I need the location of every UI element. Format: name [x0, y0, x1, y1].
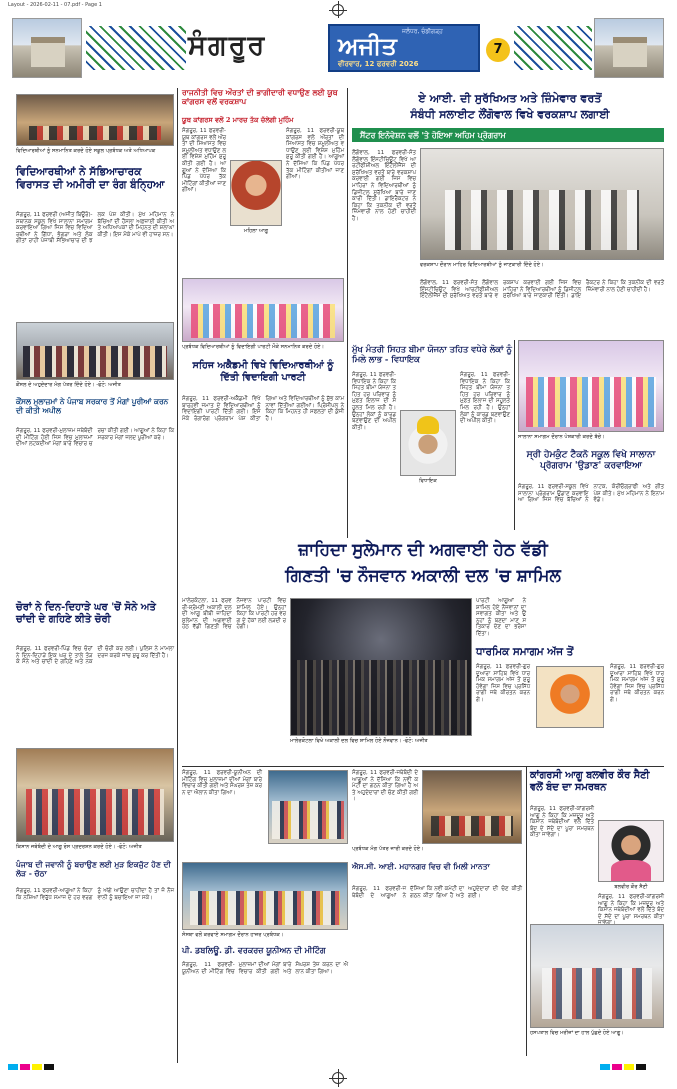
- footer-color-swatches: [8, 1064, 54, 1070]
- photo-ai-workshop: [420, 148, 664, 260]
- caption-workers-union: ਸੰਸਥਾ ਵਲੋਂ ਕਰਵਾਏ ਸਮਾਗਮ ਦੌਰਾਨ ਹਾਜ਼ਰ ਪ੍ਰਬੰਧਕ।: [182, 932, 284, 938]
- body-akali-joining-left: ਮਾਲੇਰਕੋਟਲਾ, 11 ਫਰਵਰੀ-ਸ਼੍ਰੋਮਣੀ ਅਕਾਲੀ ਦਲ ਦੀ ਆਗੂ ਬੀਬੀ ਜ਼ਾਹਿਦਾ ਸੁਲੇਮਾਨ ਦੀ ਅਗਵਾਈ ਹੇਠ ਵੱਡੀ ਗਿਣਤੀ ਵਿਚ ਨੌਜਵਾਨ ਪਾਰਟੀ ਵਿਚ ਸ਼ਾਮਿਲ ਹੋਏ। ਉਨ੍ਹਾਂ ਕਿਹਾ ਕਿ ਪਾਰਟੀ ਹਰ ਵਰਗ ਦੇ ਹੱਕਾਂ ਲਈ ਲੜਦੀ ਰਹੇਗੀ।: [182, 598, 286, 631]
- subhead-ai-workshop: ਸੈਂਟਰ ਇਨੋਵੇਸ਼ਨ ਵਲੋਂ 'ਤੇ ਹੋਇਆ ਅਹਿਮ ਪ੍ਰੋਗਰਾਮ: [352, 128, 664, 142]
- headline-akali-joining-line2: ਗਿਣਤੀ 'ਚ ਨੌਜਵਾਨ ਅਕਾਲੀ ਦਲ 'ਚ ਸ਼ਾਮਿਲ: [285, 566, 561, 586]
- caption-annual-function: ਸਾਲਾਨਾ ਸਮਾਗਮ ਦੌਰਾਨ ਪੇਸ਼ਕਾਰੀ ਕਰਦੇ ਬੱਚੇ।: [518, 434, 605, 440]
- body-ai-workshop: ਲੌਂਗੋਵਾਲ, 11 ਫਰਵਰੀ-ਸੰਤ ਲੌਂਗੋਵਾਲ ਇੰਸਟੀਚਿਊਟ ਵਿਖੇ ਆਰਟੀਫੀਸ਼ੀਅਲ ਇੰਟੈਲੀਜੈਂਸ ਦੀ ਸੁਰੱਖਿਅਤ ਵਰਤੋਂ ਬਾਰੇ ਵਰਕਸ਼ਾਪ ਕਰਵਾਈ ਗਈ ਜਿਸ ਵਿਚ ਮਾਹਿਰਾਂ ਨੇ ਵਿਦਿਆਰਥੀਆਂ ਨੂੰ ਡਿਜੀਟਲ ਸੁਰੱਖਿਆ ਬਾਰੇ ਜਾਣਕਾਰੀ ਦਿੱਤੀ। ਡਾਇਰੈਕਟਰ ਨੇ ਕਿਹਾ ਕਿ ਤਕਨੀਕ ਦੀ ਵਰਤੋਂ ਜ਼ਿੰਮੇਵਾਰੀ ਨਾਲ ਹੋਣੀ ਚਾਹੀਦੀ ਹੈ।: [420, 280, 664, 300]
- photo-hospital-visit: [530, 924, 664, 1028]
- footer-color-swatches-right: [600, 1064, 646, 1070]
- column-rule-2: [347, 88, 348, 538]
- headline-farewell-party: ਸਹਿਜ ਅਕੈਡਮੀ ਵਿਖੇ ਵਿਦਿਆਰਥੀਆਂ ਨੂੰ ਦਿੱਤੀ ਵਿਦਾਇਗੀ ਪਾਰਟੀ: [192, 360, 334, 383]
- body-health-insurance-right: ਸੰਗਰੂਰ, 11 ਫਰਵਰੀ-ਵਿਧਾਇਕ ਨੇ ਕਿਹਾ ਕਿ ਸਿਹਤ ਬੀਮਾ ਯੋਜਨਾ ਤਹਿਤ ਹਰ ਪਰਿਵਾਰ ਨੂੰ ਮੁਫ਼ਤ ਇਲਾਜ ਦੀ ਸਹੂਲਤ ਮਿਲ ਰਹੀ ਹੈ। ਉਨ੍ਹਾਂ ਲੋਕਾਂ ਨੂੰ ਕਾਰਡ ਬਣਵਾਉਣ ਦੀ ਅਪੀਲ ਕੀਤੀ।: [460, 372, 510, 425]
- body-akali-joining-right: ਪਾਰਟੀ ਆਗੂਆਂ ਨੇ ਸ਼ਾਮਿਲ ਹੋਏ ਨੌਜਵਾਨਾਂ ਦਾ ਸਵਾਗਤ ਕੀਤਾ ਅਤੇ ਉਨ੍ਹਾਂ ਨੂੰ ਬਣਦਾ ਮਾਣ ਸਤਿਕਾਰ ਦੇਣ ਦਾ ਭਰੋਸਾ ਦਿੱਤਾ।: [476, 598, 526, 637]
- body-sci-col: ਸੰਗਰੂਰ, 11 ਫਰਵਰੀ-ਜਥੇਬੰਦੀ ਦੇ ਆਗੂਆਂ ਨੇ ਦੱਸਿਆ ਕਿ ਨਵੀਂ ਕਮੇਟੀ ਦਾ ਗਠਨ ਕੀਤਾ ਗਿਆ ਹੈ ਅਤੇ ਅਹੁਦੇਦਾਰਾਂ ਦੀ ਚੋਣ ਕੀਤੀ ਗਈ।: [352, 770, 418, 803]
- swatch-cyan-right: [600, 1064, 610, 1070]
- photo-preacher-portrait: [536, 666, 604, 728]
- caption-farewell-party: ਪ੍ਰਬੰਧਕ ਵਿਦਿਆਰਥੀਆਂ ਨੂੰ ਵਿਦਾਇਗੀ ਪਾਰਟੀ ਮੌਕੇ ਸਨਮਾਨਿਤ ਕਰਦੇ ਹੋਏ।: [182, 344, 325, 350]
- photo-school-stage: [16, 94, 174, 146]
- print-slug: Layout - 2026-02-11 - 07.pdf - Page 1: [8, 2, 102, 8]
- body-cultural-heritage: ਸੰਗਰੂਰ, 11 ਫਰਵਰੀ (ਅਜੀਤ ਬਿਊਰੋ)-ਸਥਾਨਕ ਸਕੂਲ ਵਿਖੇ ਸਾਲਾਨਾ ਸਮਾਗਮ ਕਰਵਾਇਆ ਗਿਆ ਜਿਸ ਵਿਚ ਵਿਦਿਆਰਥੀਆਂ ਨੇ ਗਿੱਧਾ, ਭੰਗੜਾ ਅਤੇ ਲੋਕ ਗੀਤਾਂ ਰਾਹੀਂ ਪੰਜਾਬੀ ਸੱਭਿਆਚਾਰ ਦੀ ਝਲਕ ਪੇਸ਼ ਕੀਤੀ। ਮੁੱਖ ਮਹਿਮਾਨ ਨੇ ਬੱਚਿਆਂ ਦੀ ਹੌਸਲਾ ਅਫ਼ਜ਼ਾਈ ਕੀਤੀ ਅਤੇ ਅਧਿਆਪਕਾਂ ਦੀ ਮਿਹਨਤ ਦੀ ਸ਼ਲਾਘਾ ਕੀਤੀ। ਇਸ ਮੌਕੇ ਮਾਪੇ ਵੀ ਹਾਜ਼ਰ ਸਨ।: [16, 212, 174, 245]
- headline-ai-workshop-line2: ਸੰਬੰਧੀ ਸਲਾਈਟ ਲੌਂਗੋਵਾਲ ਵਿਖੇ ਵਰਕਸ਼ਾਪ ਲਗਾਈ: [410, 107, 610, 121]
- photo-farewell-party: [182, 278, 344, 342]
- body-top-right-col-a: ਲੌਂਗੋਵਾਲ, 11 ਫਰਵਰੀ-ਸੰਤ ਲੌਂਗੋਵਾਲ ਇੰਸਟੀਚਿਊਟ ਵਿਖੇ ਆਰਟੀਫੀਸ਼ੀਅਲ ਇੰਟੈਲੀਜੈਂਸ ਦੀ ਸੁਰੱਖਿਅਤ ਵਰਤੋਂ ਬਾਰੇ ਵਰਕਸ਼ਾਪ ਕਰਵਾਈ ਗਈ ਜਿਸ ਵਿਚ ਮਾਹਿਰਾਂ ਨੇ ਵਿਦਿਆਰਥੀਆਂ ਨੂੰ ਡਿਜੀਟਲ ਸੁਰੱਖਿਆ ਬਾਰੇ ਜਾਣਕਾਰੀ ਦਿੱਤੀ। ਡਾਇਰੈਕਟਰ ਨੇ ਕਿਹਾ ਕਿ ਤਕਨੀਕ ਦੀ ਵਰਤੋਂ ਜ਼ਿੰਮੇਵਾਰੀ ਨਾਲ ਹੋਣੀ ਚਾਹੀਦੀ ਹੈ।: [352, 150, 416, 222]
- caption-akali-joining: ਮਾਲੇਰਕੋਟਲਾ ਵਿਖੇ ਅਕਾਲੀ ਦਲ ਵਿਚ ਸ਼ਾਮਿਲ ਹੋਏ ਨੌਜਵਾਨ। -ਫੋਟੋ: ਅਜੀਤ: [290, 738, 428, 744]
- body-congress-bandh-left: ਸੰਗਰੂਰ, 11 ਫਰਵਰੀ-ਕਾਂਗਰਸੀ ਆਗੂ ਨੇ ਕਿਹਾ ਕਿ ਮਜ਼ਦੂਰ ਅਤੇ ਕਿਸਾਨ ਜਥੇਬੰਦੀਆਂ ਵਲੋਂ ਦਿੱਤੇ ਬੰਦ ਦੇ ਸੱਦੇ ਦਾ ਪੂਰਾ ਸਮਰਥਨ ਕੀਤਾ ਜਾਵੇਗਾ।: [530, 806, 594, 839]
- headline-sci-recognition: ਐਸ.ਸੀ. ਆਈ. ਮਹਾਨਗਰ ਵਿਚ ਵੀ ਮਿਲੀ ਮਾਨਤਾ: [352, 862, 490, 871]
- kicker-youth-congress: ਯੂਥ ਕਾਂਗਰਸ ਵਲੋਂ 2 ਮਾਰਚ ਤੱਕ ਚੱਲੇਗੀ ਮੁਹਿੰਮ: [182, 116, 294, 124]
- headline-council-demands: ਕੌਂਸਲ ਮੁਲਾਜ਼ਮਾਂ ਨੇ ਪੰਜਾਬ ਸਰਕਾਰ ਤੋਂ ਮੰਗਾਂ ਪੂਰੀਆਂ ਕਰਨ ਦੀ ਕੀਤੀ ਅਪੀਲ: [16, 397, 169, 415]
- page-number: 7: [486, 38, 510, 62]
- masthead-city: ਸੰਗਰੂਰ: [188, 30, 267, 61]
- registration-mark-top: [332, 4, 344, 16]
- masthead-pattern-right: [514, 26, 592, 70]
- masthead-photo-left: [12, 18, 82, 78]
- headline-congress-bandh: ਕਾਂਗਰਸੀ ਆਗੂ ਬਲਵੀਰ ਕੌਰ ਸੈਣੀ ਵਲੋਂ ਬੰਦ ਦਾ ਸਮਰਥਨ: [530, 770, 650, 793]
- masthead-paper-name: ਅਜੀਤ: [338, 31, 397, 60]
- swatch-magenta-right: [612, 1064, 622, 1070]
- column-rule-1: [177, 88, 178, 1063]
- registration-mark-bottom: [332, 1072, 344, 1084]
- photo-mla-portrait: [400, 410, 456, 476]
- headline-ai-workshop-line1: ਏ ਆਈ. ਦੀ ਸੁਰੱਖਿਅਤ ਅਤੇ ਜ਼ਿੰਮੇਵਾਰ ਵਰਤੋਂ: [418, 91, 602, 105]
- column-rule-3: [514, 340, 515, 530]
- body-congress-bandh-right: ਸੰਗਰੂਰ, 11 ਫਰਵਰੀ-ਕਾਂਗਰਸੀ ਆਗੂ ਨੇ ਕਿਹਾ ਕਿ ਮਜ਼ਦੂਰ ਅਤੇ ਕਿਸਾਨ ਜਥੇਬੰਦੀਆਂ ਵਲੋਂ ਦਿੱਤੇ ਬੰਦ ਦੇ ਸੱਦੇ ਦਾ ਪੂਰਾ ਸਮਰਥਨ ਕੀਤਾ: [598, 894, 664, 920]
- body-council-demands: ਸੰਗਰੂਰ, 11 ਫਰਵਰੀ-ਮੁਲਾਜ਼ਮ ਜਥੇਬੰਦੀ ਦੀ ਮੀਟਿੰਗ ਹੋਈ ਜਿਸ ਵਿਚ ਮੁਲਾਜ਼ਮਾਂ ਦੀਆਂ ਲਟਕਦੀਆਂ ਮੰਗਾਂ ਬਾਰੇ ਵਿਚਾਰ ਚਰਚਾ ਕੀਤੀ ਗਈ। ਆਗੂਆਂ ਨੇ ਕਿਹਾ ਕਿ ਸਰਕਾਰ ਮੰਗਾਂ ਜਲਦ ਪੂਰੀਆਂ ਕਰੇ।: [16, 428, 174, 448]
- headline-akali-joining-line1: ਜ਼ਾਹਿਦਾ ਸੁਲੇਮਾਨ ਦੀ ਅਗਵਾਈ ਹੇਠ ਵੱਡੀ: [298, 540, 548, 560]
- headline-pwd-workers: ਪੀ. ਡਬਲਿਊ. ਡੀ. ਵਰਕਰਜ਼ ਯੂਨੀਅਨ ਦੀ ਮੀਟਿੰਗ: [182, 945, 326, 955]
- swatch-yellow-right: [624, 1064, 634, 1070]
- headline-youth-congress-workshop: ਰਾਜਨੀਤੀ ਵਿਚ ਔਰਤਾਂ ਦੀ ਭਾਗੀਦਾਰੀ ਵਧਾਉਣ ਲਈ ਯੂਥ ਕਾਂਗਰਸ ਵਲੋਂ ਵਰਕਸ਼ਾਪ: [182, 88, 338, 107]
- headline-cultural-heritage: ਵਿਦਿਆਰਥੀਆਂ ਨੇ ਸੱਭਿਆਚਾਰਕ ਵਿਰਾਸਤ ਦੀ ਅਮੀਰੀ ਦਾ ਰੰਗ ਬੰਨ੍ਹਿਆ: [16, 166, 165, 191]
- caption-woman-leader: ਮਹਿਲਾ ਆਗੂ: [243, 228, 269, 234]
- photo-annual-function: [518, 340, 664, 432]
- body-religious-event-left: ਸੰਗਰੂਰ, 11 ਫਰਵਰੀ-ਗੁਰਦੁਆਰਾ ਸਾਹਿਬ ਵਿਖੇ ਧਾਰਮਿਕ ਸਮਾਗਮ ਅੱਜ ਤੋਂ ਸ਼ੁਰੂ ਹੋਵੇਗਾ ਜਿਸ ਵਿਚ ਪ੍ਰਸਿੱਧ ਰਾਗੀ ਜਥੇ ਕੀਰਤਨ ਕਰਨਗੇ।: [476, 664, 530, 703]
- photo-council-memorandum: [16, 322, 174, 380]
- body-farewell-party: ਸੰਗਰੂਰ, 11 ਫਰਵਰੀ-ਅਕੈਡਮੀ ਵਿਖੇ ਬਾਰ੍ਹਵੀਂ ਜਮਾਤ ਦੇ ਵਿਦਿਆਰਥੀਆਂ ਨੂੰ ਵਿਦਾਇਗੀ ਪਾਰਟੀ ਦਿੱਤੀ ਗਈ। ਇਸ ਮੌਕੇ ਰੰਗਾਰੰਗ ਪ੍ਰੋਗਰਾਮ ਪੇਸ਼ ਕੀਤਾ ਗਿਆ ਅਤੇ ਵਿਦਿਆਰਥੀਆਂ ਨੂੰ ਸ਼ੁੱਭ ਕਾਮਨਾਵਾਂ ਦਿੱਤੀਆਂ ਗਈਆਂ। ਪ੍ਰਿੰਸੀਪਲ ਨੇ ਕਿਹਾ ਕਿ ਮਿਹਨਤ ਹੀ ਸਫਲਤਾ ਦੀ ਕੁੰਜੀ ਹੈ।: [182, 396, 344, 422]
- body-workers-union-col: ਸੰਗਰੂਰ, 11 ਫਰਵਰੀ-ਯੂਨੀਅਨ ਦੀ ਮੀਟਿੰਗ ਵਿਚ ਮੁਲਾਜ਼ਮਾਂ ਦੀਆਂ ਮੰਗਾਂ ਬਾਰੇ ਵਿਚਾਰ ਕੀਤੀ ਗਈ ਅਤੇ ਸੰਘਰਸ਼ ਤੇਜ਼ ਕਰਨ ਦਾ ਐਲਾਨ ਕੀਤਾ ਗਿਆ।: [182, 770, 262, 796]
- caption-farmers-protest: ਕਿਸਾਨ ਜਥੇਬੰਦੀ ਦੇ ਆਗੂ ਰੋਸ ਪ੍ਰਦਰਸ਼ਨ ਕਰਦੇ ਹੋਏ। -ਫੋਟੋ: ਅਜੀਤ: [16, 844, 142, 850]
- caption-school-stage: ਵਿਦਿਆਰਥੀਆਂ ਨੂੰ ਸਨਮਾਨਿਤ ਕਰਦੇ ਹੋਏ ਸਕੂਲ ਪ੍ਰਬੰਧਕ ਅਤੇ ਅਧਿਆਪਕ: [16, 148, 156, 154]
- photo-balvir-kaur-portrait: [598, 820, 664, 882]
- photo-woman-leader-portrait: [230, 160, 282, 226]
- swatch-black: [44, 1064, 54, 1070]
- photo-akali-joining: [290, 598, 472, 736]
- swatch-cyan: [8, 1064, 18, 1070]
- swatch-yellow: [32, 1064, 42, 1070]
- headline-youth-unite: ਪੰਜਾਬ ਦੀ ਜਵਾਨੀ ਨੂੰ ਬਚਾਉਣ ਲਈ ਮੁੜ ਇਕਜੁੱਟ ਹੋਣ ਦੀ ਲੋੜ - ਚੱਠਾ: [16, 860, 171, 879]
- swatch-black-right: [636, 1064, 646, 1070]
- body-pwd-workers: ਸੰਗਰੂਰ, 11 ਫਰਵਰੀ-ਯੂਨੀਅਨ ਦੀ ਮੀਟਿੰਗ ਵਿਚ ਮੁਲਾਜ਼ਮਾਂ ਦੀਆਂ ਮੰਗਾਂ ਬਾਰੇ ਵਿਚਾਰ ਕੀਤੀ ਗਈ ਅਤੇ ਸੰਘਰਸ਼ ਤੇਜ਼ ਕਰਨ ਦਾ ਐਲਾਨ ਕੀਤਾ ਗਿਆ।: [182, 962, 348, 975]
- headline-theft: ਚੋਰਾਂ ਨੇ ਦਿਨ-ਦਿਹਾੜੇ ਘਰ 'ਚੋਂ ਸੋਨੇ ਅਤੇ ਚਾਂਦੀ ਦੇ ਗਹਿਣੇ ਕੀਤੇ ਚੋਰੀ: [16, 602, 156, 625]
- caption-release-event: ਪ੍ਰਬੰਧਕ ਮੰਗ ਪੱਤਰ ਜਾਰੀ ਕਰਦੇ ਹੋਏ।: [352, 846, 424, 852]
- body-sci-recognition: ਸੰਗਰੂਰ, 11 ਫਰਵਰੀ-ਜਥੇਬੰਦੀ ਦੇ ਆਗੂਆਂ ਨੇ ਦੱਸਿਆ ਕਿ ਨਵੀਂ ਕਮੇਟੀ ਦਾ ਗਠਨ ਕੀਤਾ ਗਿਆ ਹੈ ਅਤੇ ਅਹੁਦੇਦਾਰਾਂ ਦੀ ਚੋਣ ਕੀਤੀ ਗਈ।: [352, 886, 522, 899]
- body-youth-congress-left: ਸੰਗਰੂਰ, 11 ਫਰਵਰੀ-ਯੂਥ ਕਾਂਗਰਸ ਵਲੋਂ ਔਰਤਾਂ ਦੀ ਸਿਆਸਤ ਵਿਚ ਸ਼ਮੂਲੀਅਤ ਵਧਾਉਣ ਲਈ ਵਿਸ਼ੇਸ਼ ਮੁਹਿੰਮ ਸ਼ੁਰੂ ਕੀਤੀ ਗਈ ਹੈ। ਆਗੂਆਂ ਨੇ ਦੱਸਿਆ ਕਿ ਪਿੰਡ ਪੱਧਰ ਤੱਕ ਮੀਟਿੰਗਾਂ ਕੀਤੀਆਂ ਜਾਣਗੀਆਂ।: [182, 128, 226, 194]
- caption-council-memorandum: ਕੌਂਸਲ ਦੇ ਅਹੁਦੇਦਾਰ ਮੰਗ ਪੱਤਰ ਦਿੰਦੇ ਹੋਏ। -ਫੋਟੋ: ਅਜੀਤ: [16, 382, 121, 388]
- masthead-paper-box: [328, 24, 480, 72]
- body-health-insurance-left: ਸੰਗਰੂਰ, 11 ਫਰਵਰੀ-ਵਿਧਾਇਕ ਨੇ ਕਿਹਾ ਕਿ ਸਿਹਤ ਬੀਮਾ ਯੋਜਨਾ ਤਹਿਤ ਹਰ ਪਰਿਵਾਰ ਨੂੰ ਮੁਫ਼ਤ ਇਲਾਜ ਦੀ ਸਹੂਲਤ ਮਿਲ ਰਹੀ ਹੈ। ਉਨ੍ਹਾਂ ਲੋਕਾਂ ਨੂੰ ਕਾਰਡ ਬਣਵਾਉਣ ਦੀ ਅਪੀਲ ਕੀਤੀ।: [352, 372, 396, 431]
- caption-ai-workshop: ਵਰਕਸ਼ਾਪ ਦੌਰਾਨ ਮਾਹਿਰ ਵਿਦਿਆਰਥੀਆਂ ਨੂੰ ਜਾਣਕਾਰੀ ਦਿੰਦੇ ਹੋਏ।: [420, 262, 544, 268]
- body-youth-unite: ਸੰਗਰੂਰ, 11 ਫਰਵਰੀ-ਆਗੂਆਂ ਨੇ ਕਿਹਾ ਕਿ ਨਸ਼ਿਆਂ ਵਿਰੁੱਧ ਸਮਾਜ ਦੇ ਹਰ ਵਰਗ ਨੂੰ ਅੱਗੇ ਆਉਣਾ ਚਾਹੀਦਾ ਹੈ ਤਾਂ ਜੋ ਨੌਜਵਾਨੀ ਨੂੰ ਬਚਾਇਆ ਜਾ ਸਕੇ।: [16, 888, 174, 901]
- body-annual-function: ਸੰਗਰੂਰ, 11 ਫਰਵਰੀ-ਸਕੂਲ ਵਿਖੇ ਸਾਲਾਨਾ ਪ੍ਰੋਗਰਾਮ ਉਡਾਣ ਕਰਵਾਇਆ ਗਿਆ ਜਿਸ ਵਿਚ ਬੱਚਿਆਂ ਨੇ ਨਾਟਕ, ਕੋਰੀਓਗ੍ਰਾਫੀ ਅਤੇ ਗੀਤ ਪੇਸ਼ ਕੀਤੇ। ਮੁੱਖ ਮਹਿਮਾਨ ਨੇ ਇਨਾਮ ਵੰਡੇ।: [518, 484, 664, 504]
- masthead-pattern-left: [86, 26, 186, 70]
- photo-farmers-protest: [16, 748, 174, 842]
- body-religious-event-right: ਸੰਗਰੂਰ, 11 ਫਰਵਰੀ-ਗੁਰਦੁਆਰਾ ਸਾਹਿਬ ਵਿਖੇ ਧਾਰਮਿਕ ਸਮਾਗਮ ਅੱਜ ਤੋਂ ਸ਼ੁਰੂ ਹੋਵੇਗਾ ਜਿਸ ਵਿਚ ਪ੍ਰਸਿੱਧ ਰਾਗੀ ਜਥੇ ਕੀਰਤਨ ਕਰਨਗੇ।: [610, 664, 664, 703]
- photo-release-event: [422, 770, 522, 844]
- caption-balvir-kaur: ਬਲਵੀਰ ਕੌਰ ਸੈਣੀ: [614, 884, 648, 890]
- headline-annual-function: ਸ੍ਰੀ ਹੇਮਕੁੰਟ ਟੈਕਨੋ ਸਕੂਲ ਵਿਖੇ ਸਾਲਾਨਾ ਪ੍ਰੋਗਰਾਮ 'ਉਡਾਣ' ਕਰਵਾਇਆ: [526, 450, 656, 471]
- horizontal-rule-lower: [182, 766, 664, 767]
- headline-religious-event: ਧਾਰਮਿਕ ਸਮਾਗਮ ਅੱਜ ਤੋਂ: [476, 646, 574, 658]
- caption-mla: ਵਿਧਾਇਕ: [419, 478, 437, 484]
- masthead-date: ਵੀਰਵਾਰ, 12 ਫਰਵਰੀ 2026: [338, 60, 419, 68]
- caption-hospital-visit: ਹਸਪਤਾਲ ਵਿਚ ਮਰੀਜ਼ਾਂ ਦਾ ਹਾਲ ਪੁੱਛਦੇ ਹੋਏ ਆਗੂ।: [530, 1030, 624, 1036]
- body-theft: ਸੰਗਰੂਰ, 11 ਫਰਵਰੀ-ਪਿੰਡ ਵਿਚ ਚੋਰਾਂ ਨੇ ਦਿਨ-ਦਿਹਾੜੇ ਇਕ ਘਰ ਦੇ ਤਾਲੇ ਤੋੜ ਕੇ ਸੋਨੇ ਅਤੇ ਚਾਂਦੀ ਦੇ ਗਹਿਣੇ ਅਤੇ ਨਕਦੀ ਚੋਰੀ ਕਰ ਲਈ। ਪੁਲਿਸ ਨੇ ਮਾਮਲਾ ਦਰਜ ਕਰਕੇ ਜਾਂਚ ਸ਼ੁਰੂ ਕਰ ਦਿੱਤੀ ਹੈ।: [16, 646, 174, 666]
- masthead: [12, 18, 665, 80]
- photo-workers-union: [182, 862, 348, 930]
- photo-seated-group: [268, 770, 348, 844]
- headline-health-insurance: ਮੁੱਖ ਮੰਤਰੀ ਸਿਹਤ ਬੀਮਾ ਯੋਜਨਾ ਤਹਿਤ ਵਧੇਰੇ ਲੋਕਾਂ ਨੂੰ ਮਿਲੇ ਲਾਭ - ਵਿਧਾਇਕ: [352, 344, 512, 365]
- column-rule-4: [526, 766, 527, 1056]
- body-youth-congress-right: ਸੰਗਰੂਰ, 11 ਫਰਵਰੀ-ਯੂਥ ਕਾਂਗਰਸ ਵਲੋਂ ਔਰਤਾਂ ਦੀ ਸਿਆਸਤ ਵਿਚ ਸ਼ਮੂਲੀਅਤ ਵਧਾਉਣ ਲਈ ਵਿਸ਼ੇਸ਼ ਮੁਹਿੰਮ ਸ਼ੁਰੂ ਕੀਤੀ ਗਈ ਹੈ। ਆਗੂਆਂ ਨੇ ਦੱਸਿਆ ਕਿ ਪਿੰਡ ਪੱਧਰ ਤੱਕ ਮੀਟਿੰਗਾਂ ਕੀਤੀਆਂ ਜਾਣਗੀਆਂ।: [286, 128, 344, 181]
- masthead-paper-tag: ਜਲੰਧਰ, ਚੰਡੀਗੜ੍ਹ: [402, 28, 443, 35]
- swatch-magenta: [20, 1064, 30, 1070]
- masthead-photo-right: [594, 18, 664, 78]
